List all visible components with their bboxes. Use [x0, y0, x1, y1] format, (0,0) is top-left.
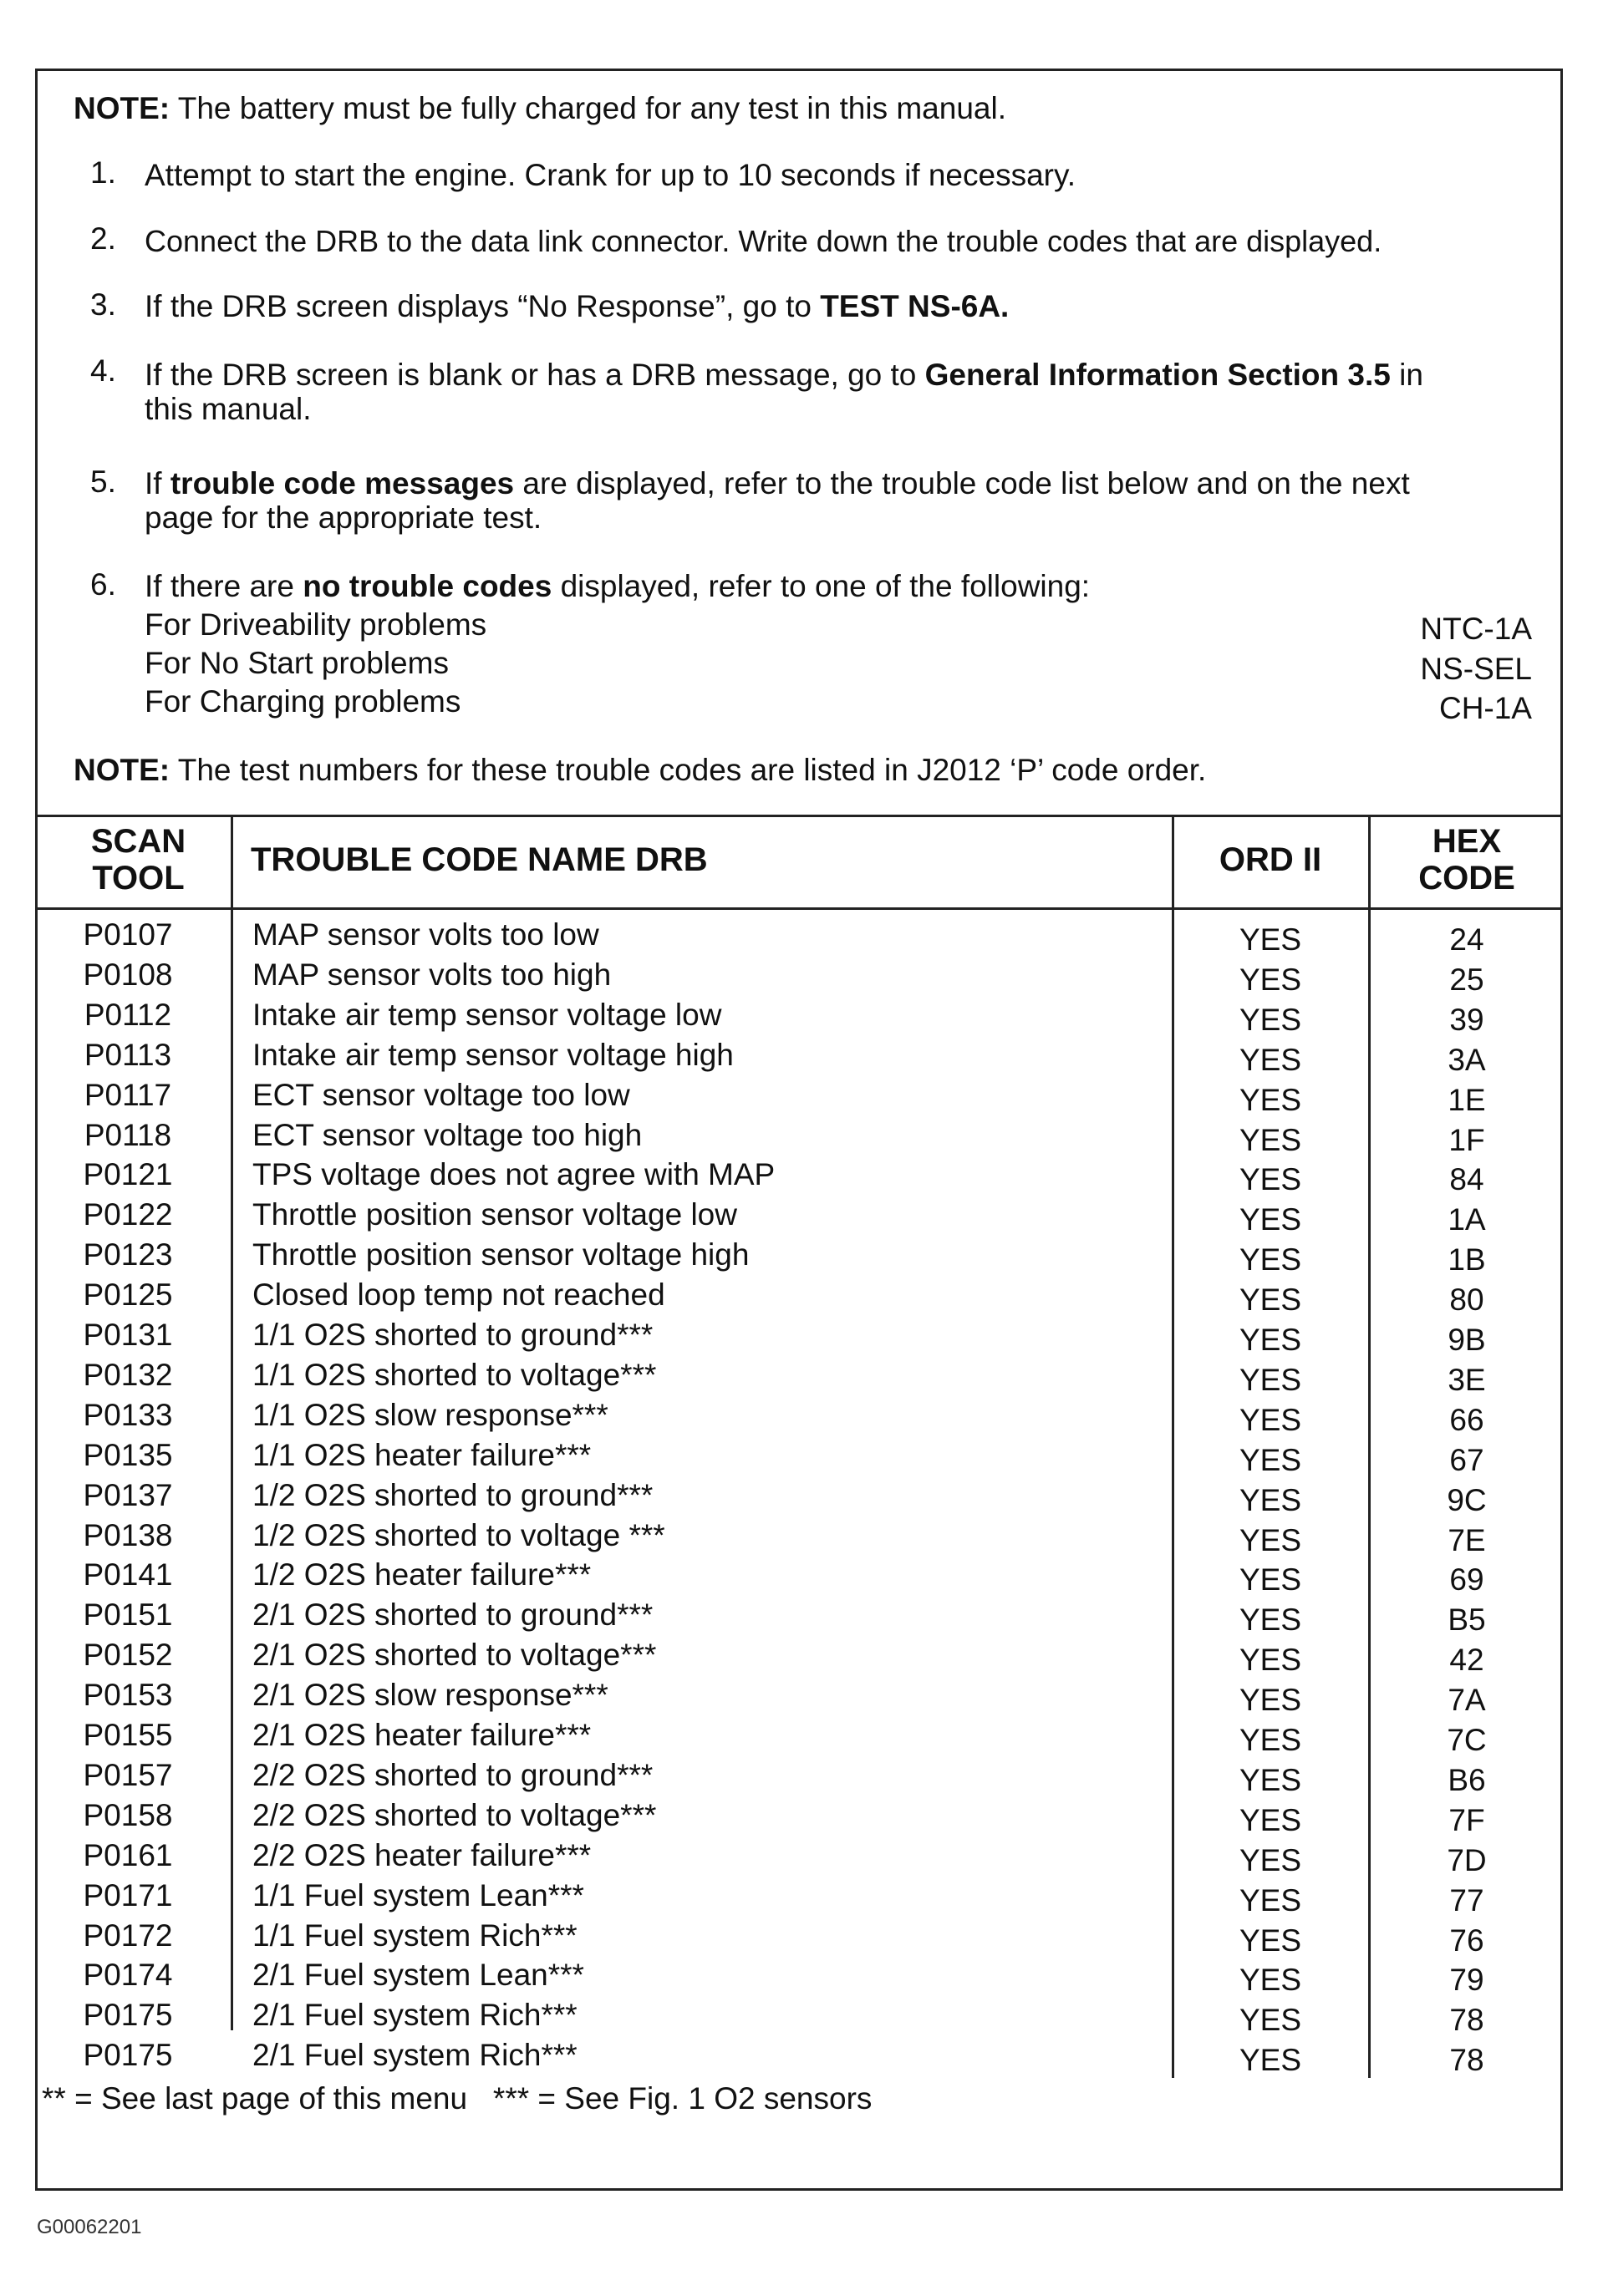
table-row: [0, 1715, 1603, 1755]
ord-ii-value: YES: [1239, 1683, 1302, 1718]
ord-ii-value: YES: [1239, 2003, 1302, 2038]
step-3-number: 3.: [90, 287, 116, 322]
trouble-code-name: ECT sensor voltage too high: [252, 1117, 643, 1152]
ord-ii-value: YES: [1239, 1723, 1302, 1757]
ord-ii-value: YES: [1239, 1402, 1302, 1437]
trouble-code-name: MAP sensor volts too low: [252, 917, 599, 952]
ord-ii-value: YES: [1239, 1562, 1302, 1598]
hex-code-value: 1E: [1448, 1082, 1486, 1117]
scan-tool-code: P0138: [83, 1517, 173, 1552]
scan-tool-code: P0131: [83, 1318, 173, 1352]
hex-code-value: 9C: [1447, 1482, 1487, 1517]
trouble-code-name: 2/1 Fuel system Lean***: [252, 1958, 584, 1993]
hex-code-value: 42: [1449, 1643, 1484, 1678]
hex-code-value: B6: [1448, 1762, 1486, 1797]
problem-charging: For Charging problems: [145, 684, 461, 719]
hex-code-value: 24: [1449, 922, 1484, 957]
scan-tool-code: P0113: [84, 1037, 172, 1072]
header-scan-tool: SCAN TOOL: [90, 823, 186, 897]
hex-code-value: 3A: [1448, 1042, 1486, 1077]
trouble-code-name: 2/1 O2S shorted to ground***: [252, 1598, 654, 1633]
scan-tool-code: P0107: [83, 917, 173, 952]
scan-tool-code: P0175: [83, 1998, 173, 2033]
table-row: [0, 1075, 1603, 1115]
scan-tool-code: P0135: [83, 1437, 173, 1472]
scan-tool-code: P0123: [83, 1237, 173, 1272]
ord-ii-value: YES: [1239, 922, 1302, 957]
ord-ii-value: YES: [1239, 2043, 1302, 2078]
hex-code-value: 1F: [1448, 1122, 1485, 1157]
table-row: [0, 1476, 1603, 1516]
trouble-code-name: TPS voltage does not agree with MAP: [252, 1157, 776, 1192]
ord-ii-value: YES: [1239, 1603, 1302, 1638]
table-top-border: [35, 815, 1563, 817]
scan-tool-code: P0158: [83, 1797, 173, 1832]
hex-code-value: 3E: [1448, 1362, 1486, 1397]
table-row: [0, 1355, 1603, 1395]
trouble-code-name: 2/1 Fuel system Rich***: [252, 2038, 578, 2073]
scan-tool-code: P0132: [83, 1357, 173, 1392]
scan-tool-code: P0174: [83, 1958, 173, 1993]
ord-ii-value: YES: [1239, 1122, 1302, 1157]
hex-code-value: 67: [1449, 1442, 1484, 1477]
trouble-code-name: 1/1 O2S shorted to voltage***: [252, 1357, 657, 1392]
trouble-code-name: 1/2 O2S heater failure***: [252, 1557, 592, 1592]
table-row: [0, 915, 1603, 955]
ord-ii-value: YES: [1239, 1162, 1302, 1197]
hex-code-value: 77: [1449, 1882, 1484, 1918]
hex-code-value: 9B: [1448, 1323, 1486, 1357]
hex-code-value: 79: [1449, 1963, 1484, 1998]
trouble-code-name: Throttle position sensor voltage high: [252, 1237, 750, 1272]
scan-tool-code: P0172: [83, 1918, 173, 1953]
trouble-code-name: 2/1 O2S shorted to voltage***: [252, 1638, 657, 1673]
table-row: [0, 1115, 1603, 1156]
step-3-text: If the DRB screen displays “No Response”, go to TEST NS-6A.: [145, 289, 1010, 323]
ord-ii-value: YES: [1239, 1002, 1302, 1037]
hex-code-value: 7E: [1448, 1522, 1486, 1557]
ord-ii-value: YES: [1239, 1842, 1302, 1877]
hex-code-value: 7C: [1447, 1723, 1487, 1757]
hex-code-value: 76: [1449, 1923, 1484, 1958]
footnote: ** = See last page of this menu *** = See Fig. 1 O2 sensors: [42, 2081, 873, 2116]
table-row: [0, 1916, 1603, 1956]
ord-ii-value: YES: [1239, 1802, 1302, 1837]
step-5-text: If trouble code messages are displayed, refer to the trouble code list below and on the next: [145, 466, 1410, 500]
trouble-code-name: 1/1 O2S heater failure***: [252, 1437, 592, 1472]
ord-ii-value: YES: [1239, 1482, 1302, 1517]
table-row: [0, 2035, 1603, 2078]
step-6-text: If there are no trouble codes displayed, refer to one of the following:: [145, 569, 1091, 603]
table-header-border: [35, 907, 1563, 910]
hex-code-value: 7F: [1448, 1802, 1485, 1837]
header-trouble-code-name: TROUBLE CODE NAME DRB: [251, 841, 708, 878]
table-row: [0, 1195, 1603, 1235]
ord-ii-value: YES: [1239, 1323, 1302, 1357]
trouble-code-name: 1/2 O2S shorted to voltage ***: [252, 1517, 665, 1552]
table-row: [0, 1035, 1603, 1075]
table-row: [0, 1395, 1603, 1435]
trouble-code-name: 1/1 Fuel system Rich***: [252, 1918, 578, 1953]
step-4-number: 4.: [90, 353, 116, 388]
problem-charging-code: CH-1A: [1438, 691, 1532, 725]
hex-code-value: 25: [1449, 962, 1484, 997]
hex-code-value: 69: [1449, 1562, 1484, 1598]
scan-tool-code: P0151: [83, 1598, 173, 1633]
scan-tool-code: P0157: [83, 1757, 173, 1792]
scan-tool-code: P0141: [83, 1557, 173, 1592]
table-row: [0, 1796, 1603, 1836]
step-4-text: If the DRB screen is blank or has a DRB message, go to General Information Section 3.5 in: [145, 358, 1423, 392]
table-row: [0, 995, 1603, 1035]
problem-driveability-code: NTC-1A: [1420, 612, 1532, 646]
trouble-code-name: Intake air temp sensor voltage low: [252, 997, 722, 1032]
trouble-code-name: 2/2 O2S heater failure***: [252, 1837, 592, 1872]
trouble-code-name: 2/2 O2S shorted to voltage***: [252, 1797, 657, 1832]
figure-id: G00062201: [37, 2216, 142, 2238]
trouble-code-name: 1/1 O2S slow response***: [252, 1397, 608, 1432]
step-1-number: 1.: [90, 155, 116, 190]
trouble-code-name: 2/2 O2S shorted to ground***: [252, 1757, 654, 1792]
table-row: [0, 1675, 1603, 1718]
hex-code-value: 66: [1449, 1402, 1484, 1437]
trouble-code-name: 2/1 Fuel system Rich***: [252, 1998, 578, 2033]
hex-code-value: 39: [1449, 1002, 1484, 1037]
ord-ii-value: YES: [1239, 1882, 1302, 1918]
hex-code-value: 84: [1449, 1162, 1484, 1197]
trouble-code-name: 2/1 O2S heater failure***: [252, 1718, 592, 1752]
note-code-order: NOTE: The test numbers for these trouble codes are listed in J2012 ‘P’ code order.: [74, 753, 1207, 787]
step-5-number: 5.: [90, 465, 116, 499]
table-row: [0, 1155, 1603, 1195]
step-6-number: 6.: [90, 567, 116, 602]
step-5-text-line2: page for the appropriate test.: [145, 500, 542, 535]
problem-no-start-code: NS-SEL: [1420, 652, 1532, 686]
ord-ii-value: YES: [1239, 1522, 1302, 1557]
step-4-text-line2: this manual.: [145, 392, 312, 426]
step-2-text: Connect the DRB to the data link connector. Write down the trouble codes that are displayed.: [145, 224, 1382, 258]
table-row: [0, 1275, 1603, 1318]
trouble-code-name: ECT sensor voltage too low: [252, 1077, 630, 1112]
scan-tool-code: P0117: [84, 1077, 172, 1112]
ord-ii-value: YES: [1239, 1923, 1302, 1958]
trouble-code-name: 1/2 O2S shorted to ground***: [252, 1477, 654, 1512]
trouble-code-name: 2/1 O2S slow response***: [252, 1678, 608, 1713]
hex-code-value: 7D: [1447, 1842, 1487, 1877]
table-row: [0, 1876, 1603, 1916]
table-row: [0, 1836, 1603, 1876]
problem-driveability: For Driveability problems: [145, 607, 487, 642]
table-row: [0, 955, 1603, 995]
hex-code-value: 78: [1449, 2003, 1484, 2038]
trouble-code-name: MAP sensor volts too high: [252, 957, 612, 992]
scan-tool-code: P0137: [83, 1477, 173, 1512]
trouble-code-name: Closed loop temp not reached: [252, 1278, 665, 1313]
table-row: [0, 1635, 1603, 1678]
hex-code-value: 78: [1449, 2043, 1484, 2078]
scan-tool-code: P0155: [83, 1718, 173, 1752]
trouble-code-name: 1/1 O2S shorted to ground***: [252, 1318, 654, 1352]
table-row: [0, 1516, 1603, 1556]
scan-tool-code: P0108: [83, 957, 173, 992]
table-row: [0, 1235, 1603, 1278]
trouble-code-name: 1/1 Fuel system Lean***: [252, 1877, 584, 1912]
hex-code-value: 1B: [1448, 1242, 1486, 1278]
hex-code-value: 7A: [1448, 1683, 1486, 1718]
table-row: [0, 1995, 1603, 2038]
ord-ii-value: YES: [1239, 1283, 1302, 1318]
scan-tool-code: P0112: [84, 997, 172, 1032]
hex-code-value: B5: [1448, 1603, 1486, 1638]
step-1-text: Attempt to start the engine. Crank for up to 10 seconds if necessary.: [145, 158, 1076, 192]
table-row: [0, 1595, 1603, 1638]
table-row: [0, 1755, 1603, 1796]
header-hex-code: HEX CODE: [1418, 823, 1515, 897]
trouble-code-name: Throttle position sensor voltage low: [252, 1197, 737, 1232]
scan-tool-code: P0121: [83, 1157, 173, 1192]
scan-tool-code: P0122: [83, 1197, 173, 1232]
table-row: [0, 1955, 1603, 1998]
scan-tool-code: P0118: [84, 1117, 172, 1152]
ord-ii-value: YES: [1239, 1242, 1302, 1278]
scan-tool-code: P0153: [83, 1678, 173, 1713]
header-ord-ii: ORD II: [1219, 841, 1322, 878]
scan-tool-code: P0125: [83, 1278, 173, 1313]
scan-tool-code: P0171: [83, 1877, 173, 1912]
scan-tool-code: P0161: [83, 1837, 173, 1872]
ord-ii-value: YES: [1239, 1362, 1302, 1397]
ord-ii-value: YES: [1239, 962, 1302, 997]
ord-ii-value: YES: [1239, 1643, 1302, 1678]
scan-tool-code: P0133: [83, 1397, 173, 1432]
step-2-number: 2.: [90, 221, 116, 256]
ord-ii-value: YES: [1239, 1042, 1302, 1077]
table-row: [0, 1315, 1603, 1355]
hex-code-value: 80: [1449, 1283, 1484, 1318]
problem-no-start: For No Start problems: [145, 646, 449, 680]
ord-ii-value: YES: [1239, 1202, 1302, 1237]
trouble-code-name: Intake air temp sensor voltage high: [252, 1037, 734, 1072]
ord-ii-value: YES: [1239, 1082, 1302, 1117]
scan-tool-code: P0175: [83, 2038, 173, 2073]
table-row: [0, 1555, 1603, 1598]
hex-code-value: 1A: [1448, 1202, 1486, 1237]
ord-ii-value: YES: [1239, 1762, 1302, 1797]
ord-ii-value: YES: [1239, 1442, 1302, 1477]
note-battery: NOTE: The battery must be fully charged for any test in this manual.: [74, 91, 1006, 125]
ord-ii-value: YES: [1239, 1963, 1302, 1998]
scan-tool-code: P0152: [83, 1638, 173, 1673]
table-row: [0, 1435, 1603, 1476]
